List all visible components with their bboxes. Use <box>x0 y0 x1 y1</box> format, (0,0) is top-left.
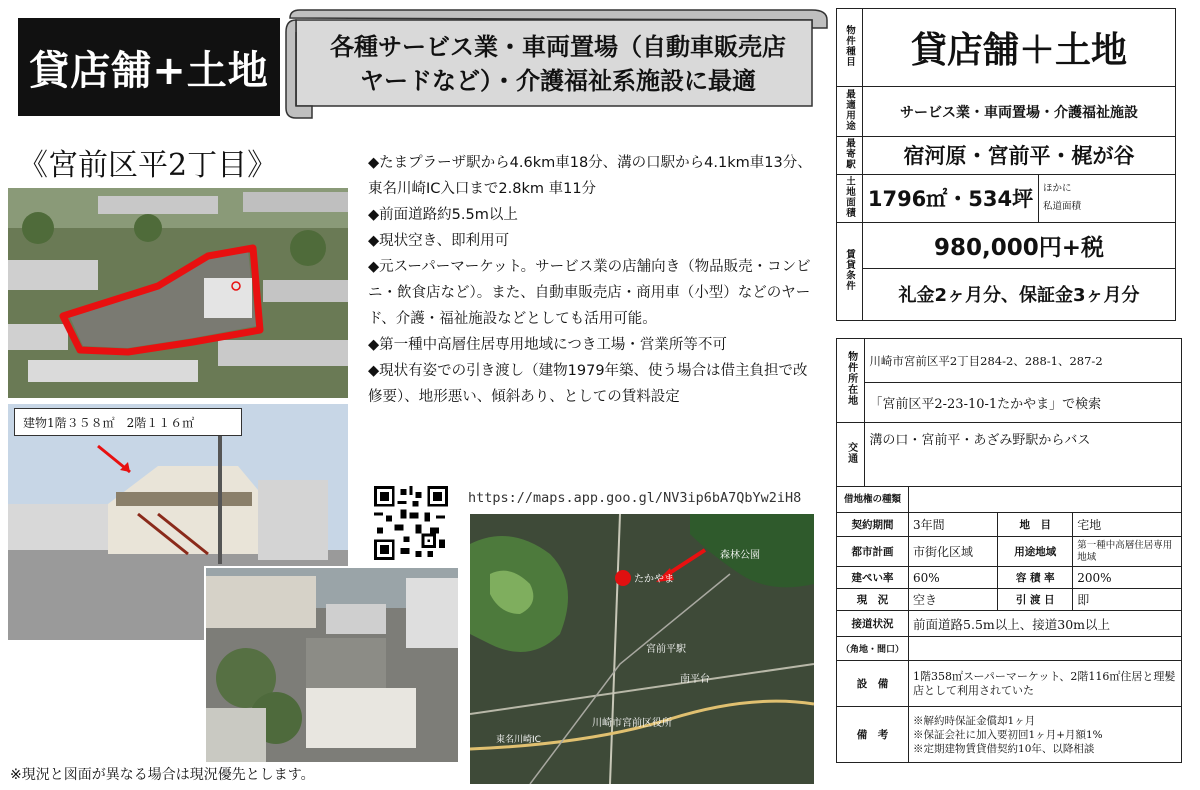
floor-area-label: 建物1階３５８㎡ 2階１１６㎡ <box>14 408 242 436</box>
header-road: 接道状況 <box>837 611 909 637</box>
facility: 1階358㎡スーパーマーケット、2階116㎡住居と理髪店として利用されていた <box>909 661 1182 707</box>
transport: 溝の口・宮前平・あざみ野駅からバス <box>865 423 1182 487</box>
city-plan: 市街化区域 <box>909 537 998 567</box>
map-url-link[interactable]: https://maps.app.goo.gl/NV3ip6bA7QbYw2iH8 <box>468 490 802 506</box>
land-area: 1796㎡・534坪 <box>863 174 1039 222</box>
banner-line-2: ヤードなど）・介護福祉系施設に最適 <box>360 67 756 95</box>
header-term: 契約期間 <box>837 513 909 537</box>
title-badge: 貸店舗+土地 <box>18 18 280 116</box>
land: 宅地 <box>1073 513 1182 537</box>
map-label-interchange: 東名川崎IC <box>496 735 541 745</box>
qr-code[interactable] <box>374 486 448 560</box>
header-rent: 賃貸条件 <box>837 222 863 320</box>
banner-line-1: 各種サービス業・車両置場（自動車販売店 <box>330 33 786 61</box>
feature-condition: ◆現状有姿での引き渡し（建物1979年築、使う場合は借主負担で改修要）、地形悪い、傾斜あり、としての賃料設定 <box>368 363 808 405</box>
note-3: ※定期建物賃貸借契約10年、以降相談 <box>913 742 1095 755</box>
address: 川崎市宮前区平2丁目284-2、288-1、287-2 <box>865 339 1182 383</box>
note-2: ※保証会社に加入要初回1ヶ月+月額1% <box>913 728 1103 741</box>
delivery: 即 <box>1073 589 1182 611</box>
map-label-minamidai: 南平台 <box>680 674 710 685</box>
header-far: 容 積 率 <box>998 567 1073 589</box>
header-facility: 設 備 <box>837 661 909 707</box>
header-station: 最寄駅 <box>837 137 863 175</box>
deposit-terms: 礼金2ヶ月分、保証金3ヶ月分 <box>863 268 1176 320</box>
header-notes: 備 考 <box>837 707 909 763</box>
road: 前面道路5.5m以上、接道30m以上 <box>909 611 1182 637</box>
map-label-station: 宮前平駅 <box>646 644 686 655</box>
private-road-note: ほかに 私道面積 <box>1039 174 1176 222</box>
summary-table <box>836 8 1176 321</box>
feature-zoning: ◆第一種中高層住居専用地域につき工場・営業所等不可 <box>368 337 727 353</box>
map-label-target: たかやま <box>634 574 674 585</box>
area-title: 《宮前区平2丁目》 <box>18 148 278 183</box>
bcr: 60% <box>909 567 998 589</box>
scroll-banner <box>282 8 832 120</box>
header-transport: 交通 <box>837 423 865 487</box>
header-zone: 用途地域 <box>998 537 1073 567</box>
header-use: 最適用途 <box>837 87 863 137</box>
far: 200% <box>1073 567 1182 589</box>
optimal-use: サービス業・車両置場・介護福祉施設 <box>863 87 1176 137</box>
header-bcr: 建ぺい率 <box>837 567 909 589</box>
header-corner: （角地・間口） <box>837 637 909 661</box>
notes <box>909 707 1182 763</box>
oblique-aerial-photo <box>204 566 460 764</box>
footnote: ※現況と図面が異なる場合は現況優先とします。 <box>10 767 315 783</box>
location-map[interactable] <box>470 514 814 784</box>
header-location: 物件所在地 <box>837 339 865 423</box>
header-lease-type: 借地権の種類 <box>837 487 909 513</box>
header-type: 物件種目 <box>837 9 863 87</box>
feature-access: ◆たまプラーザ駅から4.6km車18分、溝の口駅から4.1km車13分、東名川崎IC入口まで2.8km 車11分 <box>368 155 812 197</box>
feature-list <box>368 150 814 410</box>
status: 空き <box>909 589 998 611</box>
property-details-table <box>836 338 1182 763</box>
aerial-photo <box>8 188 348 398</box>
corner <box>909 637 1182 661</box>
header-area: 土地面積 <box>837 174 863 222</box>
search-hint: 「宮前区平2-23-10-1たかやま」で検索 <box>865 383 1182 423</box>
rent-price: 980,000円+税 <box>863 222 1176 268</box>
map-pin <box>615 570 631 586</box>
feature-road: ◆前面道路約5.5m以上 <box>368 207 518 223</box>
header-city-plan: 都市計画 <box>837 537 909 567</box>
map-label-park: 森林公園 <box>720 550 760 561</box>
term: 3年間 <box>909 513 998 537</box>
zone: 第一種中高層住居専用地域 <box>1073 537 1182 567</box>
nearest-station: 宿河原・宮前平・梶が谷 <box>863 137 1176 175</box>
lease-type <box>909 487 1182 513</box>
feature-former-use: ◆元スーパーマーケット。サービス業の店舗向き（物品販売・コンビニ・飲食店など）。また、自動車販売店・商用車（小型）などのヤード、介護・福祉施設などとしても活用可能。 <box>368 259 811 327</box>
header-delivery: 引 渡 日 <box>998 589 1073 611</box>
header-status: 現 況 <box>837 589 909 611</box>
map-label-ward-office: 川崎市宮前区役所 <box>592 718 672 729</box>
header-land: 地 目 <box>998 513 1073 537</box>
note-1: ※解約時保証金償却1ヶ月 <box>913 714 1036 727</box>
feature-vacancy: ◆現状空き、即利用可 <box>368 233 510 249</box>
property-type: 貸店舗＋土地 <box>863 9 1176 87</box>
